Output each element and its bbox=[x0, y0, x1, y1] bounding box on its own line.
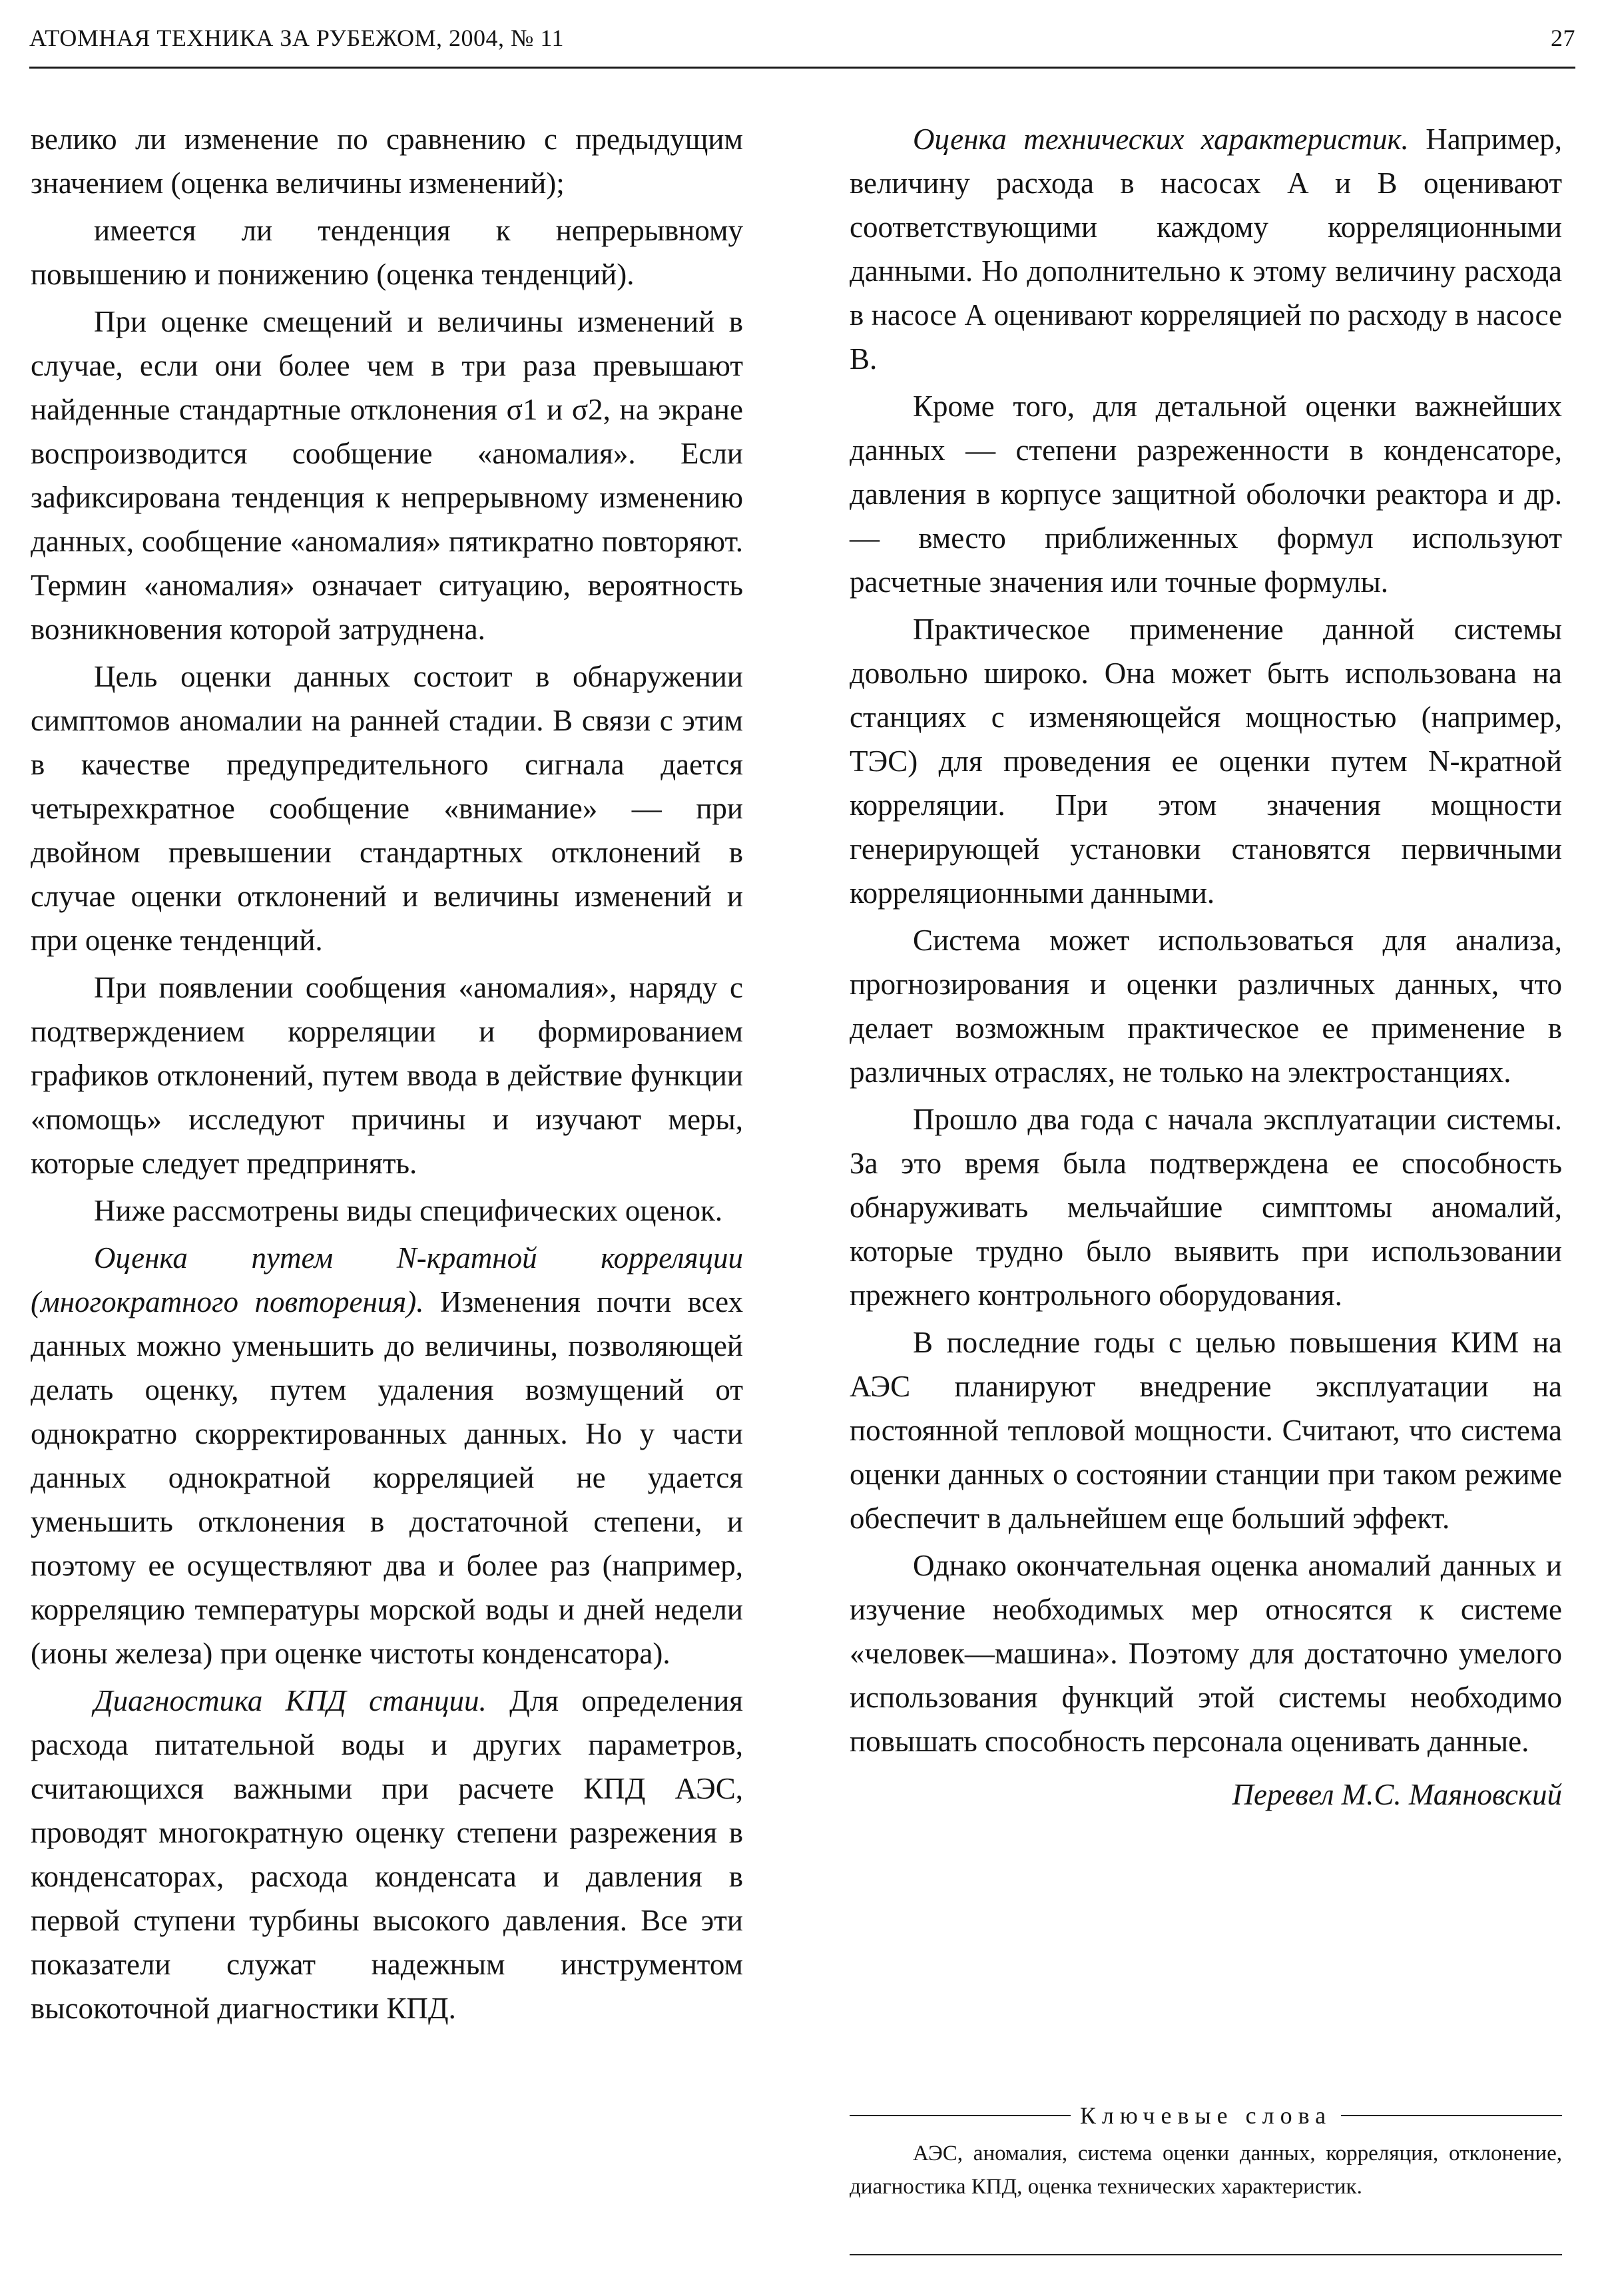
paragraph: Прошло два года с начала эксплуатации системы. За это время была подтверждена ее способность обнаруживать мельчайшие симптомы аномалий, которые трудно было выявить при использовании прежнего контрольного оборудования. bbox=[850, 1103, 1562, 1312]
journal-title: АТОМНАЯ ТЕХНИКА ЗА РУБЕЖОМ, 2004, № 11 bbox=[29, 25, 565, 51]
paragraph: В последние годы с целью повышения КИМ на АЭС планируют внедрение эксплуатации на постоянной тепловой мощности. Считают, что система оценки данных о состоянии станции при таком режиме обеспечит в дальнейшем еще больший эффект. bbox=[850, 1326, 1562, 1535]
keywords-bottom-rule bbox=[850, 2254, 1562, 2255]
paragraph: Ниже рассмотрены виды специфических оценок. bbox=[94, 1194, 723, 1227]
paragraph: Кроме того, для детальной оценки важнейших данных — степени разреженности в конденсаторе, давления в корпусе защитной оболочки реактора и др. — вместо приближенных формул используют расчетные значения или точные формулы. bbox=[850, 390, 1562, 599]
paragraph: Однако окончательная оценка аномалий данных и изучение необходимых мер относятся к системе «человек—машина». Поэтому для достаточно умелого использования функций этой системы необходимо повышать способность персонала оценивать данные. bbox=[850, 1549, 1562, 1758]
page-number: 27 bbox=[1551, 25, 1575, 51]
divider bbox=[1341, 2115, 1562, 2116]
divider bbox=[850, 2115, 1071, 2116]
paragraph-heading: Оценка путем N-кратной корреляции (многократного повторения). bbox=[31, 1241, 743, 1318]
paragraph: Система может использоваться для анализа, прогнозирования и оценки различных данных, что делает возможным практическое ее применение в различных отраслях, не только на электростанциях. bbox=[850, 924, 1562, 1089]
paragraph: При появлении сообщения «аномалия», наряду с подтверждением корреляции и формированием графиков отклонений, путем ввода в действие функции «помощь» исследуют причины и изучают меры, которые следует предпринять. bbox=[31, 971, 743, 1180]
paragraph bbox=[31, 1236, 743, 1675]
paragraph-body: Например, величину расхода в насосах А и В оценивают соответствующими каждому корреляционными данными. Но дополнительно к этому величину расхода в насосе А оценивают корреляцией по расходу в насосе В. bbox=[850, 123, 1562, 376]
paragraph bbox=[31, 1679, 743, 2030]
left-column bbox=[31, 117, 743, 2034]
keywords-block bbox=[850, 2101, 1562, 2203]
header-rule bbox=[29, 67, 1575, 69]
keywords-text: АЭС, аномалия, система оценки данных, корреляция, отклонение, диагностика КПД, оценка технических характеристик. bbox=[850, 2142, 1562, 2199]
keywords-title: Ключевые слова bbox=[1079, 2102, 1332, 2129]
paragraph-heading: Оценка технических характеристик. bbox=[913, 123, 1409, 156]
paragraph-body: Для определения расхода питательной воды и других параметров, считающихся важными при расчете КПД АЭС, проводят многократную оценку степени разрежения в конденсаторах, расхода конденсата и давления в первой ступени турбины высокого давления. Все эти показатели служат надежным инструментом высокоточной диагностики КПД. bbox=[31, 1684, 743, 2025]
paragraph: велико ли изменение по сравнению с предыдущим значением (оценка величины изменений); bbox=[31, 123, 743, 200]
running-header bbox=[29, 24, 1575, 52]
paragraph: При оценке смещений и величины изменений в случае, если они более чем в три раза превышают найденные стандартные отклонения σ1 и σ2, на экране воспроизводится сообщение «аномалия». Если зафиксирована тенденция к непрерывному изменению данных, сообщение «аномалия» пятикратно повторяют. Термин «аномалия» означает ситуацию, вероятность возникновения которой затруднена. bbox=[31, 305, 743, 646]
paragraph: Практическое применение данной системы довольно широко. Она может быть использована на станциях с изменяющейся мощностью (например, ТЭС) для проведения ее оценки путем N-кратной корреляции. При этом значения мощности генерирующей установки становятся первичными корреляционными данными. bbox=[850, 613, 1562, 910]
right-column bbox=[850, 117, 1562, 1817]
paragraph bbox=[850, 117, 1562, 381]
paragraph-heading: Диагностика КПД станции. bbox=[94, 1684, 487, 1717]
paragraph: имеется ли тенденция к непрерывному повышению и понижению (оценка тенденций). bbox=[31, 214, 743, 291]
translator-signature: Перевел М.С. Маяновский bbox=[1232, 1778, 1562, 1811]
keywords-heading bbox=[850, 2101, 1562, 2130]
paragraph-body: Изменения почти всех данных можно уменьшить до величины, позволяющей делать оценку, путем удаления возмущений от однократно скорректированных данных. Но у части данных однократной корреляцией не удается уменьшить отклонения в достаточной степени, и поэтому ее осуществляют два и более раз (например, корреляцию температуры морской воды и дней недели (ионы железа) при оценке чистоты конденсатора). bbox=[31, 1285, 743, 1670]
paragraph: Цель оценки данных состоит в обнаружении симптомов аномалии на ранней стадии. В связи с этим в качестве предупредительного сигнала дается четырехкратное сообщение «внимание» — при двойном превышении стандартных отклонений в случае оценки отклонений и величины изменений и при оценке тенденций. bbox=[31, 660, 743, 957]
